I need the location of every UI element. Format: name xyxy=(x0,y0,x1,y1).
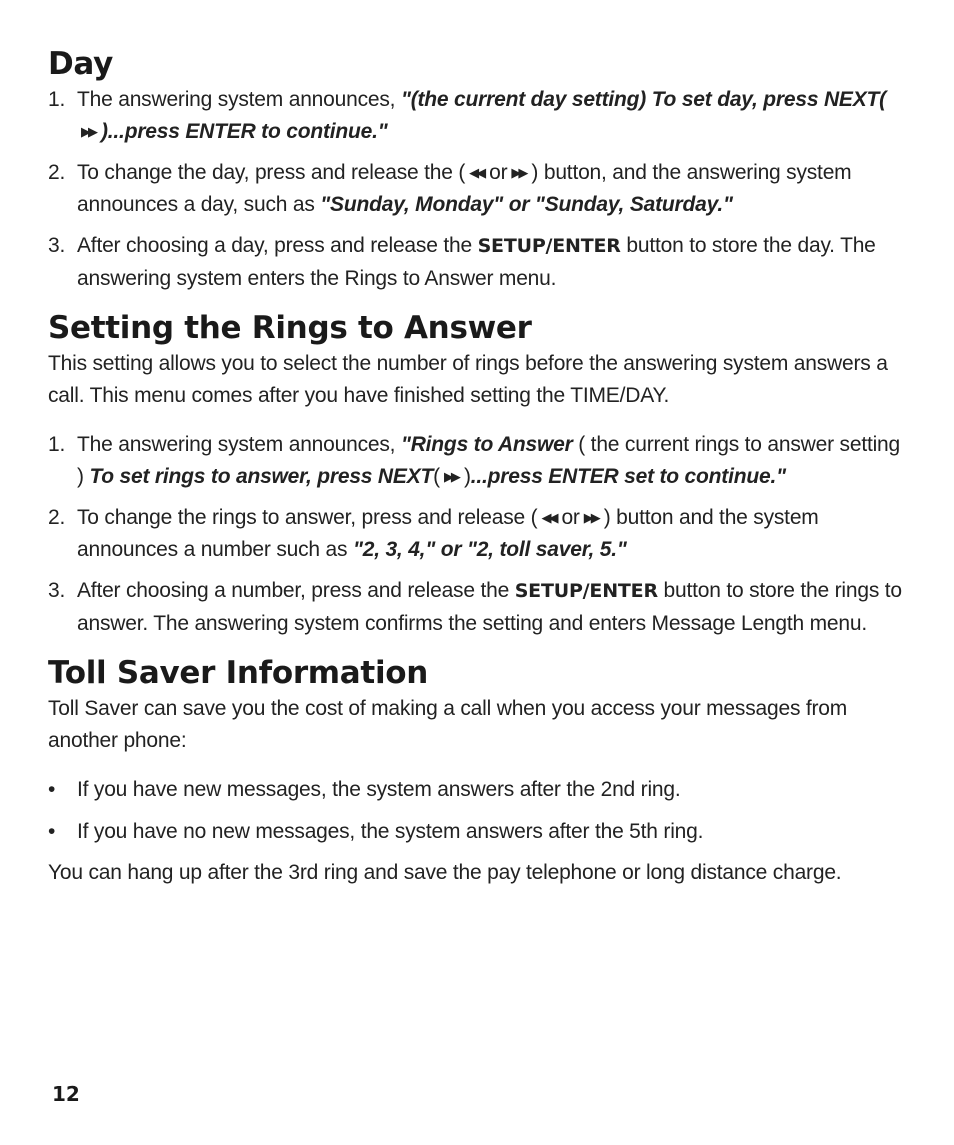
or-text: or xyxy=(489,161,508,184)
rings-steps xyxy=(48,429,908,639)
announcement-quote: "(the current day setting) To set day, press NEXT( xyxy=(400,88,886,111)
day-heading: Day xyxy=(48,46,114,82)
bullet-text: If you have no new messages, the system answers after the 5th ring. xyxy=(77,819,704,843)
rings-heading: Setting the Rings to Answer xyxy=(48,310,532,346)
step-text-cont: button to store the day. The answering system enters the Rings to Answer menu. xyxy=(77,234,876,290)
step-text: After choosing a day, press and release the xyxy=(77,234,478,257)
setup-enter-key: SETUP/ENTER xyxy=(477,235,621,257)
paren-open: ( xyxy=(433,464,440,488)
step-text: After choosing a number, press and release the xyxy=(77,579,515,602)
day-steps xyxy=(48,84,908,294)
announcement-quote-end: )...press ENTER to continue." xyxy=(101,119,388,143)
step-text: To change the day, press and release the ( xyxy=(77,161,466,184)
rings-intro: This setting allows you to select the number of rings before the answering system answers a call. This menu comes after you have finished setting the TIME/DAY. xyxy=(48,352,888,407)
step-text-cont: ) button, and the answering system announces a day, such as xyxy=(77,161,852,216)
step-number: 1. xyxy=(48,433,66,456)
forward-icon: ▶▶ xyxy=(81,123,95,139)
toll-saver-section xyxy=(48,653,908,889)
paren-close: ) xyxy=(463,464,471,488)
announcement-quote: "Rings to Answer xyxy=(400,433,573,456)
rewind-icon: ◀◀ xyxy=(541,510,556,525)
day-step-1 xyxy=(48,84,908,147)
rewind-icon: ◀◀ xyxy=(469,165,484,180)
rings-step-1 xyxy=(48,429,908,492)
rings-section xyxy=(48,308,908,639)
bullet-text: If you have new messages, the system answers after the 2nd ring. xyxy=(77,778,681,801)
page-number: 12 xyxy=(52,1082,80,1106)
bullet-item xyxy=(48,816,908,848)
or-text: or xyxy=(561,506,580,529)
toll-saver-intro: Toll Saver can save you the cost of making a call when you access your messages from another phone: xyxy=(48,697,848,752)
rings-step-2 xyxy=(48,502,908,565)
toll-saver-heading: Toll Saver Information xyxy=(48,655,429,691)
bullet-item xyxy=(48,774,908,806)
step-text-cont: ( the current rings to answer setting ) xyxy=(77,433,901,488)
step-text: The answering system announces, xyxy=(77,433,401,456)
bullet-icon: • xyxy=(48,819,56,843)
rings-step-3 xyxy=(48,575,908,639)
toll-saver-closing: You can hang up after the 3rd ring and save the pay telephone or long distance charge. xyxy=(48,861,842,884)
day-step-2 xyxy=(48,157,908,220)
step-text-cont: ) button and the system announces a number such as xyxy=(77,506,819,561)
forward-icon: ▶▶ xyxy=(583,510,598,525)
day-section xyxy=(48,44,908,294)
step-number: 1. xyxy=(48,88,66,111)
bullet-icon: • xyxy=(48,778,56,801)
step-number: 2. xyxy=(48,506,66,529)
manual-page xyxy=(48,44,908,889)
announcement-quote: "Sunday, Monday" or "Sunday, Saturday." xyxy=(320,192,733,216)
setup-enter-key: SETUP/ENTER xyxy=(514,580,658,602)
announcement-quote: "2, 3, 4," or "2, toll saver, 5." xyxy=(352,537,627,561)
day-step-3 xyxy=(48,230,908,294)
announcement-quote-cont: To set rings to answer, press NEXT xyxy=(89,464,434,488)
forward-icon: ▶▶ xyxy=(443,468,458,484)
step-number: 2. xyxy=(48,161,66,184)
step-text: To change the rings to answer, press and release ( xyxy=(77,506,538,529)
step-text-cont: button to store the rings to answer. The answering system confirms the setting and enters Message Length menu. xyxy=(77,579,902,635)
toll-saver-bullets xyxy=(48,774,908,847)
announcement-quote-end: ...press ENTER set to continue." xyxy=(470,464,786,488)
step-number: 3. xyxy=(48,234,66,257)
step-text: The answering system announces, xyxy=(77,88,401,111)
forward-icon: ▶▶ xyxy=(511,165,526,180)
step-number: 3. xyxy=(48,579,66,602)
